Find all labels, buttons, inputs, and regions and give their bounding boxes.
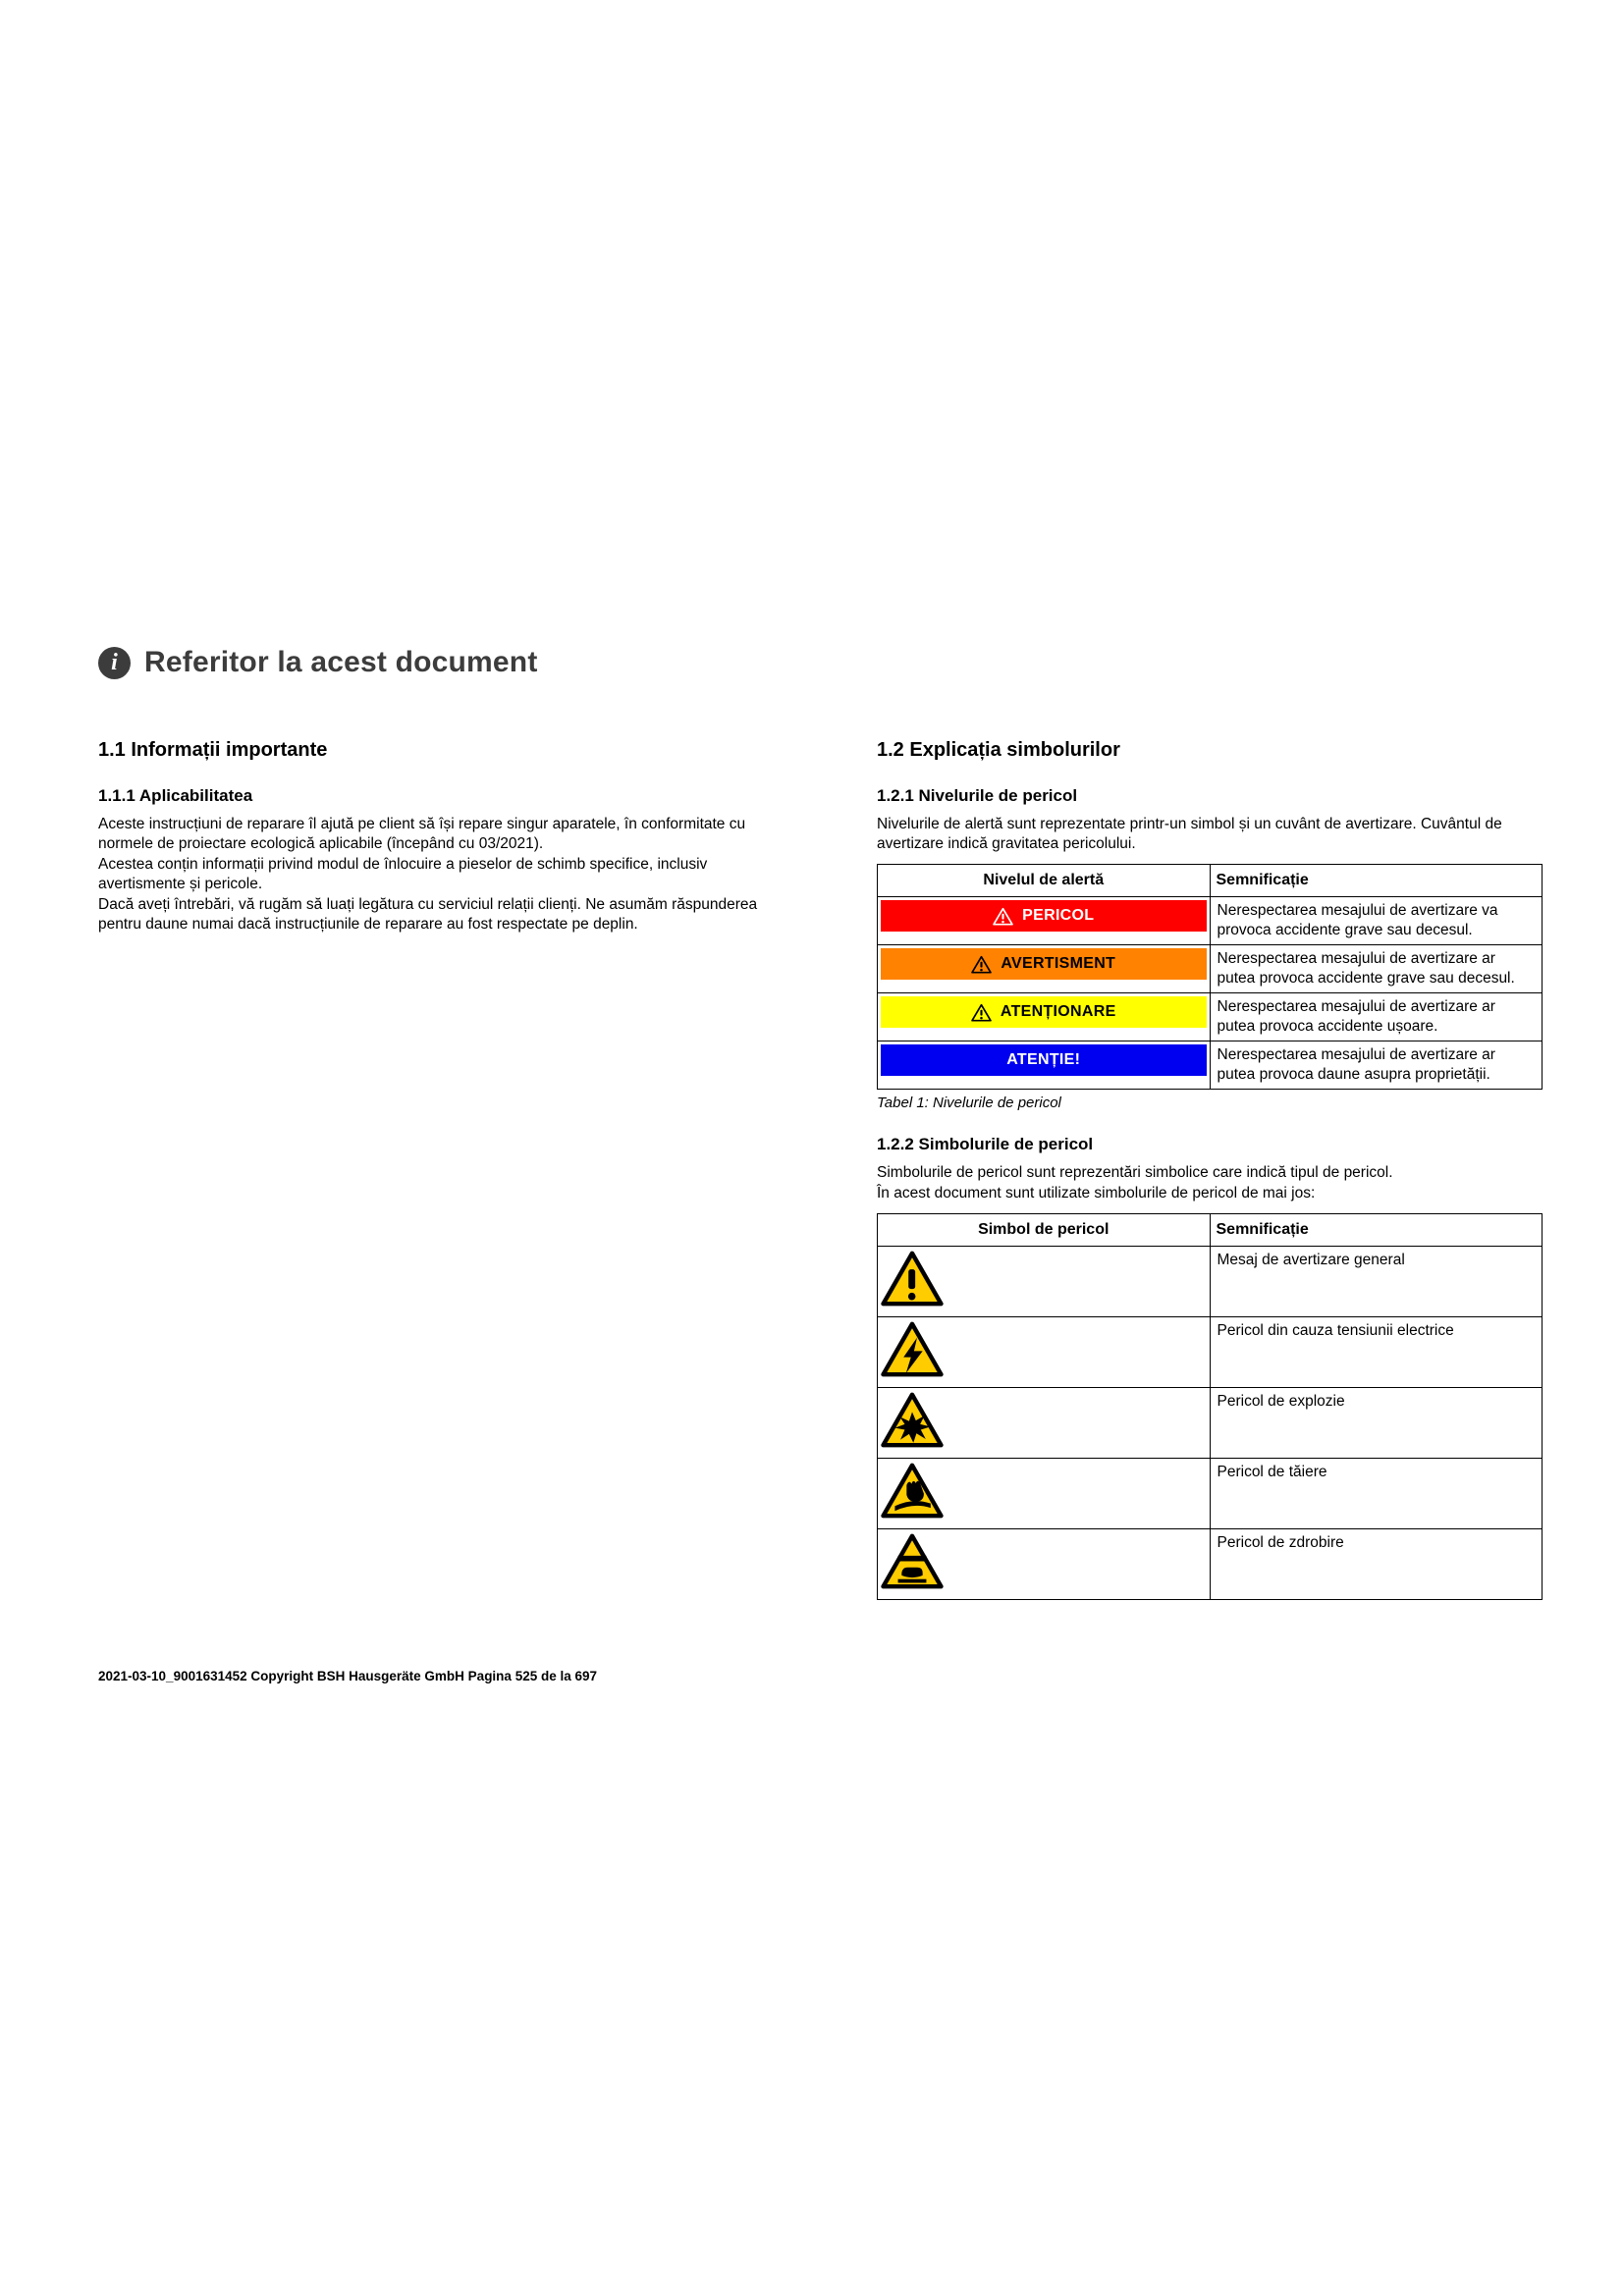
paragraph-applicability-2: Acestea conțin informații privind modul de înlocuire a pieselor de schimb specifice, inclusiv avertismente și pericole. [98,856,708,892]
symbols-table-header-row [878,1214,1543,1247]
paragraph-symbols-2: În acest document sunt utilizate simbolurile de pericol de mai jos: [877,1185,1316,1201]
cutting-icon [881,1462,1207,1520]
section-1-2-2-heading: 1.2.2 Simbolurile de pericol [877,1135,1094,1153]
left-column [98,739,762,939]
symbol-row-text: Pericol de tăiere [1210,1459,1543,1529]
signal-word: PERICOL [1022,907,1095,924]
paragraph-applicability-1: Aceste instrucțiuni de reparare îl ajută pe client să își repare singur aparatele, în conformitate cu normele de proiectare ecologică aplicabile (începând cu 03/2021). [98,816,746,852]
right-column [877,739,1543,1600]
paragraph-symbols-1: Simbolurile de pericol sunt reprezentări simbolice care indică tipul de pericol. [877,1164,1393,1181]
general-warning-icon [881,1250,1207,1308]
alert-row-atentionare [878,993,1543,1041]
section-1-1-heading: 1.1 Informații importante [98,739,328,761]
page-footer: 2021-03-10_9001631452 Copyright BSH Hausgeräte GmbH Pagina 525 de la 697 [98,1669,598,1683]
symbols-table-col1-header: Simbol de pericol [878,1214,1211,1247]
signal-word: ATENȚIONARE [1000,1003,1116,1020]
page-title: Referitor la acest document [144,646,538,678]
symbols-table-col2-header: Semnificație [1210,1214,1543,1247]
alert-row-pericol [878,897,1543,945]
alert-row-text: Nerespectarea mesajului de avertizare va provoca accidente grave sau decesul. [1210,897,1543,945]
crushing-icon [881,1532,1207,1590]
alert-row-text: Nerespectarea mesajului de avertizare ar putea provoca accidente ușoare. [1210,993,1543,1041]
document-title-row [98,646,538,679]
alert-row-atentie [878,1041,1543,1090]
warning-triangle-icon [971,1003,992,1022]
alert-row-text: Nerespectarea mesajului de avertizare ar putea provoca daune asupra proprietății. [1210,1041,1543,1090]
alert-table-header-row [878,865,1543,897]
paragraph-applicability-3: Dacă aveți întrebări, vă rugăm să luați legătura cu serviciul relații clienți. Ne asumăm răspunderea pentru daune numai dacă instrucțiunile de reparare au fost respectate pe deplin. [98,896,758,933]
symbol-row-electric [878,1317,1543,1388]
signal-word: AVERTISMENT [1001,955,1116,972]
alert-row-text: Nerespectarea mesajului de avertizare ar putea provoca accidente grave sau decesul. [1210,945,1543,993]
warning-triangle-icon [971,955,992,974]
symbol-row-text: Pericol din cauza tensiunii electrice [1210,1317,1543,1388]
alert-table-col1-header: Nivelul de alertă [878,865,1211,897]
symbol-row-text: Mesaj de avertizare general [1210,1247,1543,1317]
section-1-2-1-heading: 1.2.1 Nivelurile de pericol [877,786,1078,805]
alert-levels-table [877,864,1543,1090]
table-1-caption: Tabel 1: Nivelurile de pericol [877,1095,1061,1111]
section-1-1-1-heading: 1.1.1 Aplicabilitatea [98,786,253,805]
symbol-row-cutting [878,1459,1543,1529]
symbol-row-crushing [878,1529,1543,1600]
alert-row-avertisment [878,945,1543,993]
signal-word: ATENȚIE! [1006,1051,1081,1068]
paragraph-alert-levels: Nivelurile de alertă sunt reprezentate printr-un simbol și un cuvânt de avertizare. Cuvântul de avertizare indică gravitatea pericolului. [877,816,1502,852]
caution-signal-badge [881,996,1207,1028]
section-1-2-heading: 1.2 Explicația simbolurilor [877,739,1120,761]
explosion-icon [881,1391,1207,1449]
warning-signal-badge [881,948,1207,980]
danger-signal-badge [881,900,1207,932]
electric-voltage-icon [881,1320,1207,1378]
notice-signal-badge [881,1044,1207,1076]
symbol-row-general [878,1247,1543,1317]
alert-table-col2-header: Semnificație [1210,865,1543,897]
symbol-row-text: Pericol de explozie [1210,1388,1543,1459]
info-icon: i [98,647,131,679]
symbol-row-explosion [878,1388,1543,1459]
symbol-row-text: Pericol de zdrobire [1210,1529,1543,1600]
warning-triangle-icon [993,907,1013,926]
danger-symbols-table [877,1213,1543,1600]
